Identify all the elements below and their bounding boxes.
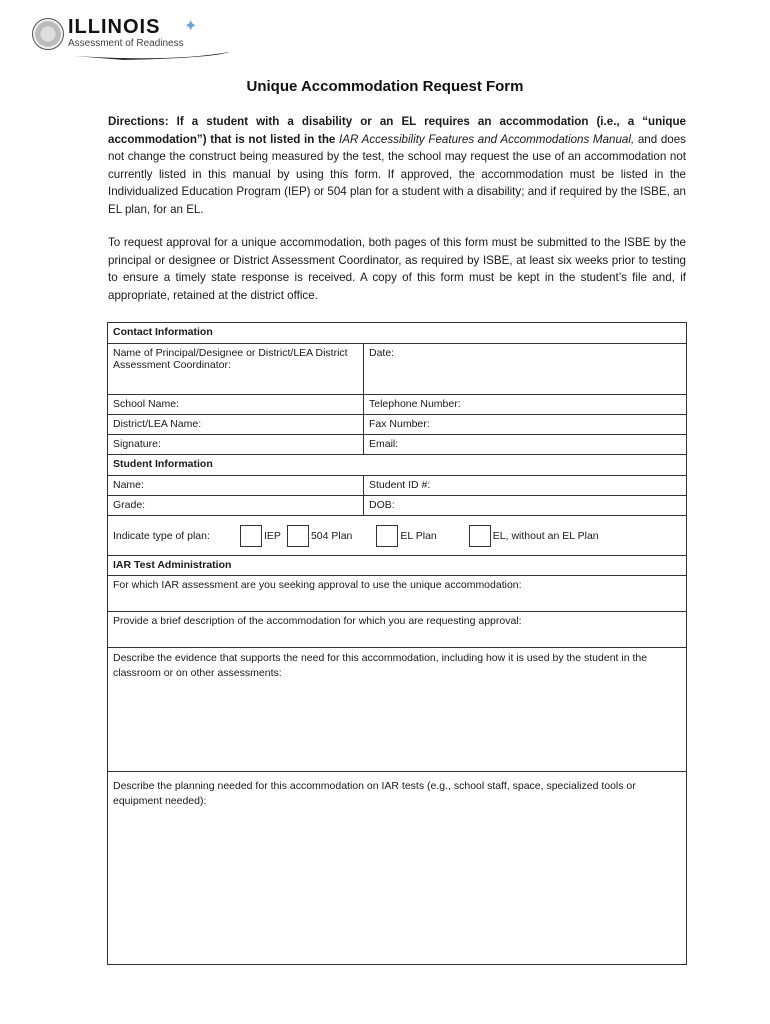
telephone-field[interactable]: Telephone Number:: [369, 398, 461, 410]
page-title: Unique Accommodation Request Form: [246, 78, 524, 95]
el-checkbox[interactable]: [376, 525, 398, 547]
iar-admin-header: IAR Test Administration: [113, 559, 232, 571]
iep-checkbox[interactable]: [240, 525, 262, 547]
iep-label: IEP: [264, 529, 281, 542]
evidence-field[interactable]: Describe the evidence that supports the need for this accommodation, including how it is used by the student in the classroom or on other assessments:: [113, 652, 648, 679]
plan-option-iep[interactable]: [226, 525, 281, 547]
plan-option-504[interactable]: [281, 525, 352, 547]
fax-field[interactable]: Fax Number:: [369, 418, 430, 430]
signature-field[interactable]: Signature:: [108, 435, 364, 454]
plan-option-el[interactable]: [352, 525, 436, 547]
student-name-field[interactable]: Name:: [108, 476, 364, 495]
logo-brand: ILLINOIS: [68, 16, 161, 38]
accommodation-description-field[interactable]: Provide a brief description of the accommodation for which you are requesting approval:: [113, 615, 522, 627]
logo-subtitle: Assessment of Readiness: [68, 38, 184, 49]
plan-type-label: Indicate type of plan:: [113, 529, 210, 542]
school-name-field[interactable]: School Name:: [108, 395, 364, 414]
date-field[interactable]: Date:: [369, 347, 395, 359]
el-label: EL Plan: [400, 529, 437, 542]
504-checkbox[interactable]: [287, 525, 309, 547]
directions-rest: and does not change the construct being measured by the test, the school may request the use of an accommodation not currently listed in this manual by using this form. If approved, the accommodation must be listed in the Individualized Education Program (IEP) or 504 plan for a student with a disability; and if required by the ISBE, an EL plan, for an EL.: [108, 132, 686, 216]
email-field[interactable]: Email:: [369, 438, 399, 450]
directions-paragraph: [108, 113, 686, 219]
assessment-question-field[interactable]: For which IAR assessment are you seeking approval to use the unique accommodation:: [113, 579, 522, 591]
manual-title: IAR Accessibility Features and Accommodations Manual,: [339, 132, 635, 146]
student-info-header: Student Information: [113, 458, 213, 470]
el-without-checkbox[interactable]: [469, 525, 491, 547]
district-name-field[interactable]: District/LEA Name:: [108, 415, 364, 434]
illinois-logo: [28, 14, 208, 60]
el-without-label: EL, without an EL Plan: [492, 529, 599, 542]
504-label: 504 Plan: [310, 529, 353, 542]
student-id-field[interactable]: Student ID #:: [369, 479, 431, 491]
dob-field[interactable]: DOB:: [369, 499, 395, 511]
contact-info-header: Contact Information: [113, 326, 213, 338]
request-form: [107, 322, 687, 965]
state-seal-icon: [32, 18, 64, 50]
grade-field[interactable]: Grade:: [108, 496, 364, 515]
star-icon: ✦: [184, 18, 198, 35]
plan-option-el-without[interactable]: [437, 525, 599, 547]
principal-name-field[interactable]: Name of Principal/Designee or District/LEA District Assessment Coordinator:: [108, 344, 364, 394]
submission-paragraph: To request approval for a unique accommodation, both pages of this form must be submitted to the ISBE by the principal or designee or District Assessment Coordinator, as required by ISBE, at least six weeks prior to testing to ensure a timely state response is received. A copy of this form must be kept in the student’s file and, if appropriate, retained at the district office.: [108, 236, 686, 302]
planning-field[interactable]: Describe the planning needed for this accommodation on IAR tests (e.g., school staff, space, specialized tools or equipment needed):: [113, 780, 636, 807]
directions-lead: Directions: If a student with a disability or an EL requires an accommodation (i.e., a “unique accommodation”) that is not listed in the: [108, 115, 686, 146]
